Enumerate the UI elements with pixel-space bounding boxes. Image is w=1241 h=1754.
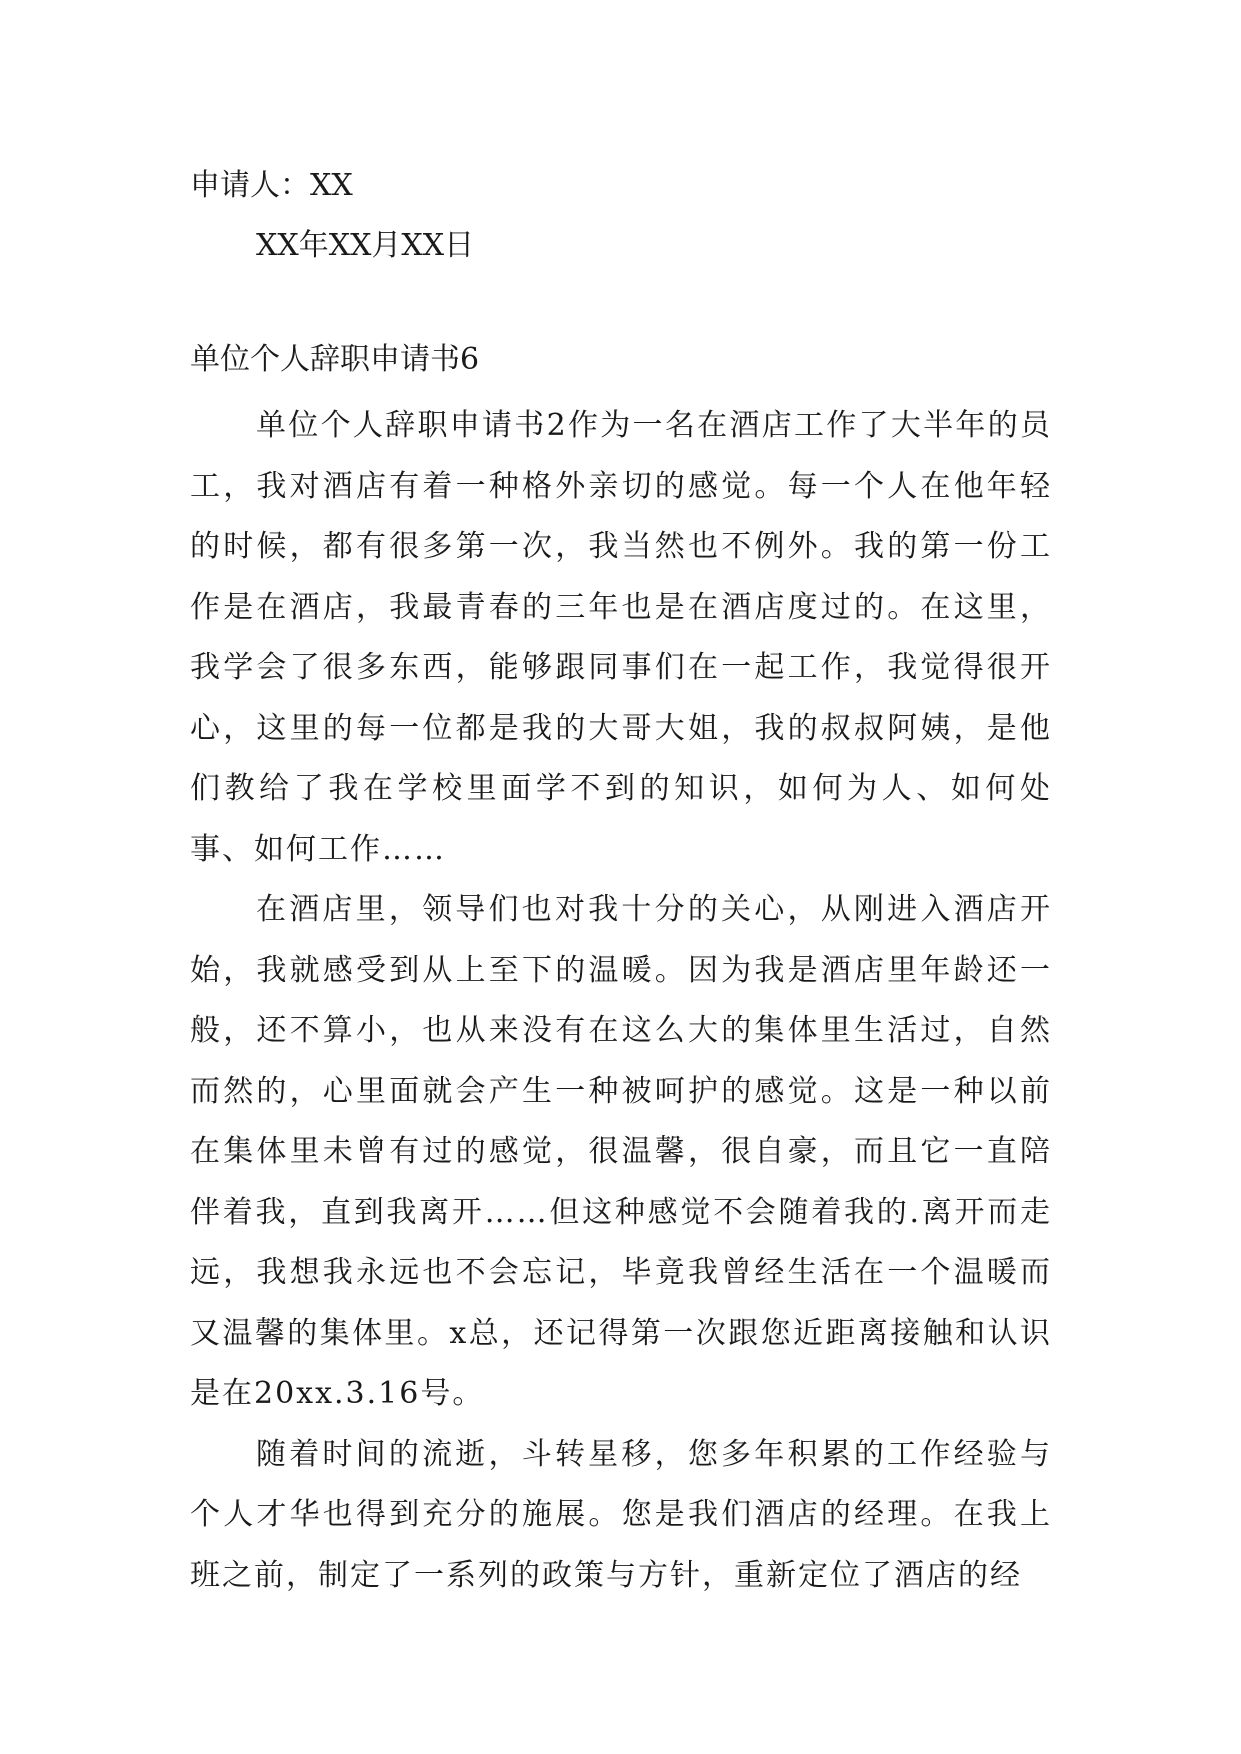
paragraph-2: 在酒店里，领导们也对我十分的关心，从刚进入酒店开始，我就感受到从上至下的温暖。因为我是酒店里年龄还一般，还不算小，也从来没有在这么大的集体里生活过，自然而然的，心里面就会产生一种被呵护的感觉。这是一种以前在集体里未曾有过的感觉，很温馨，很自豪，而且它一直陪伴着我，直到我离开……但这种感觉不会随着我的.离开而走远，我想我永远也不会忘记，毕竟我曾经生活在一个温暖而又温馨的集体里。x总，还记得第一次跟您近距离接触和认识是在20xx.3.16号。 [190, 892, 1052, 1411]
applicant-line: 申请人：XX [190, 168, 353, 203]
paragraph-3: 随着时间的流逝，斗转星移，您多年积累的工作经验与个人才华也得到充分的施展。您是我们酒店的经理。在我上班之前，制定了一系列的政策与方针，重新定位了酒店的经 [190, 1436, 1052, 1593]
paragraph-1: 单位个人辞职申请书2作为一名在酒店工作了大半年的员工，我对酒店有着一种格外亲切的感觉。每一个人在他年轻的时候，都有很多第一次，我当然也不例外。我的第一份工作是在酒店，我最青春的三年也是在酒店度过的。在这里，我学会了很多东西，能够跟同事们在一起工作，我觉得很开心，这里的每一位都是我的大哥大姐，我的叔叔阿姨，是他们教给了我在学校里面学不到的知识，如何为人、如何处事、如何工作…… [190, 408, 1052, 867]
date-line: XX年XX月XX日 [256, 228, 475, 263]
letter-body [190, 396, 1052, 1606]
section-title: 单位个人辞职申请书6 [190, 342, 480, 377]
